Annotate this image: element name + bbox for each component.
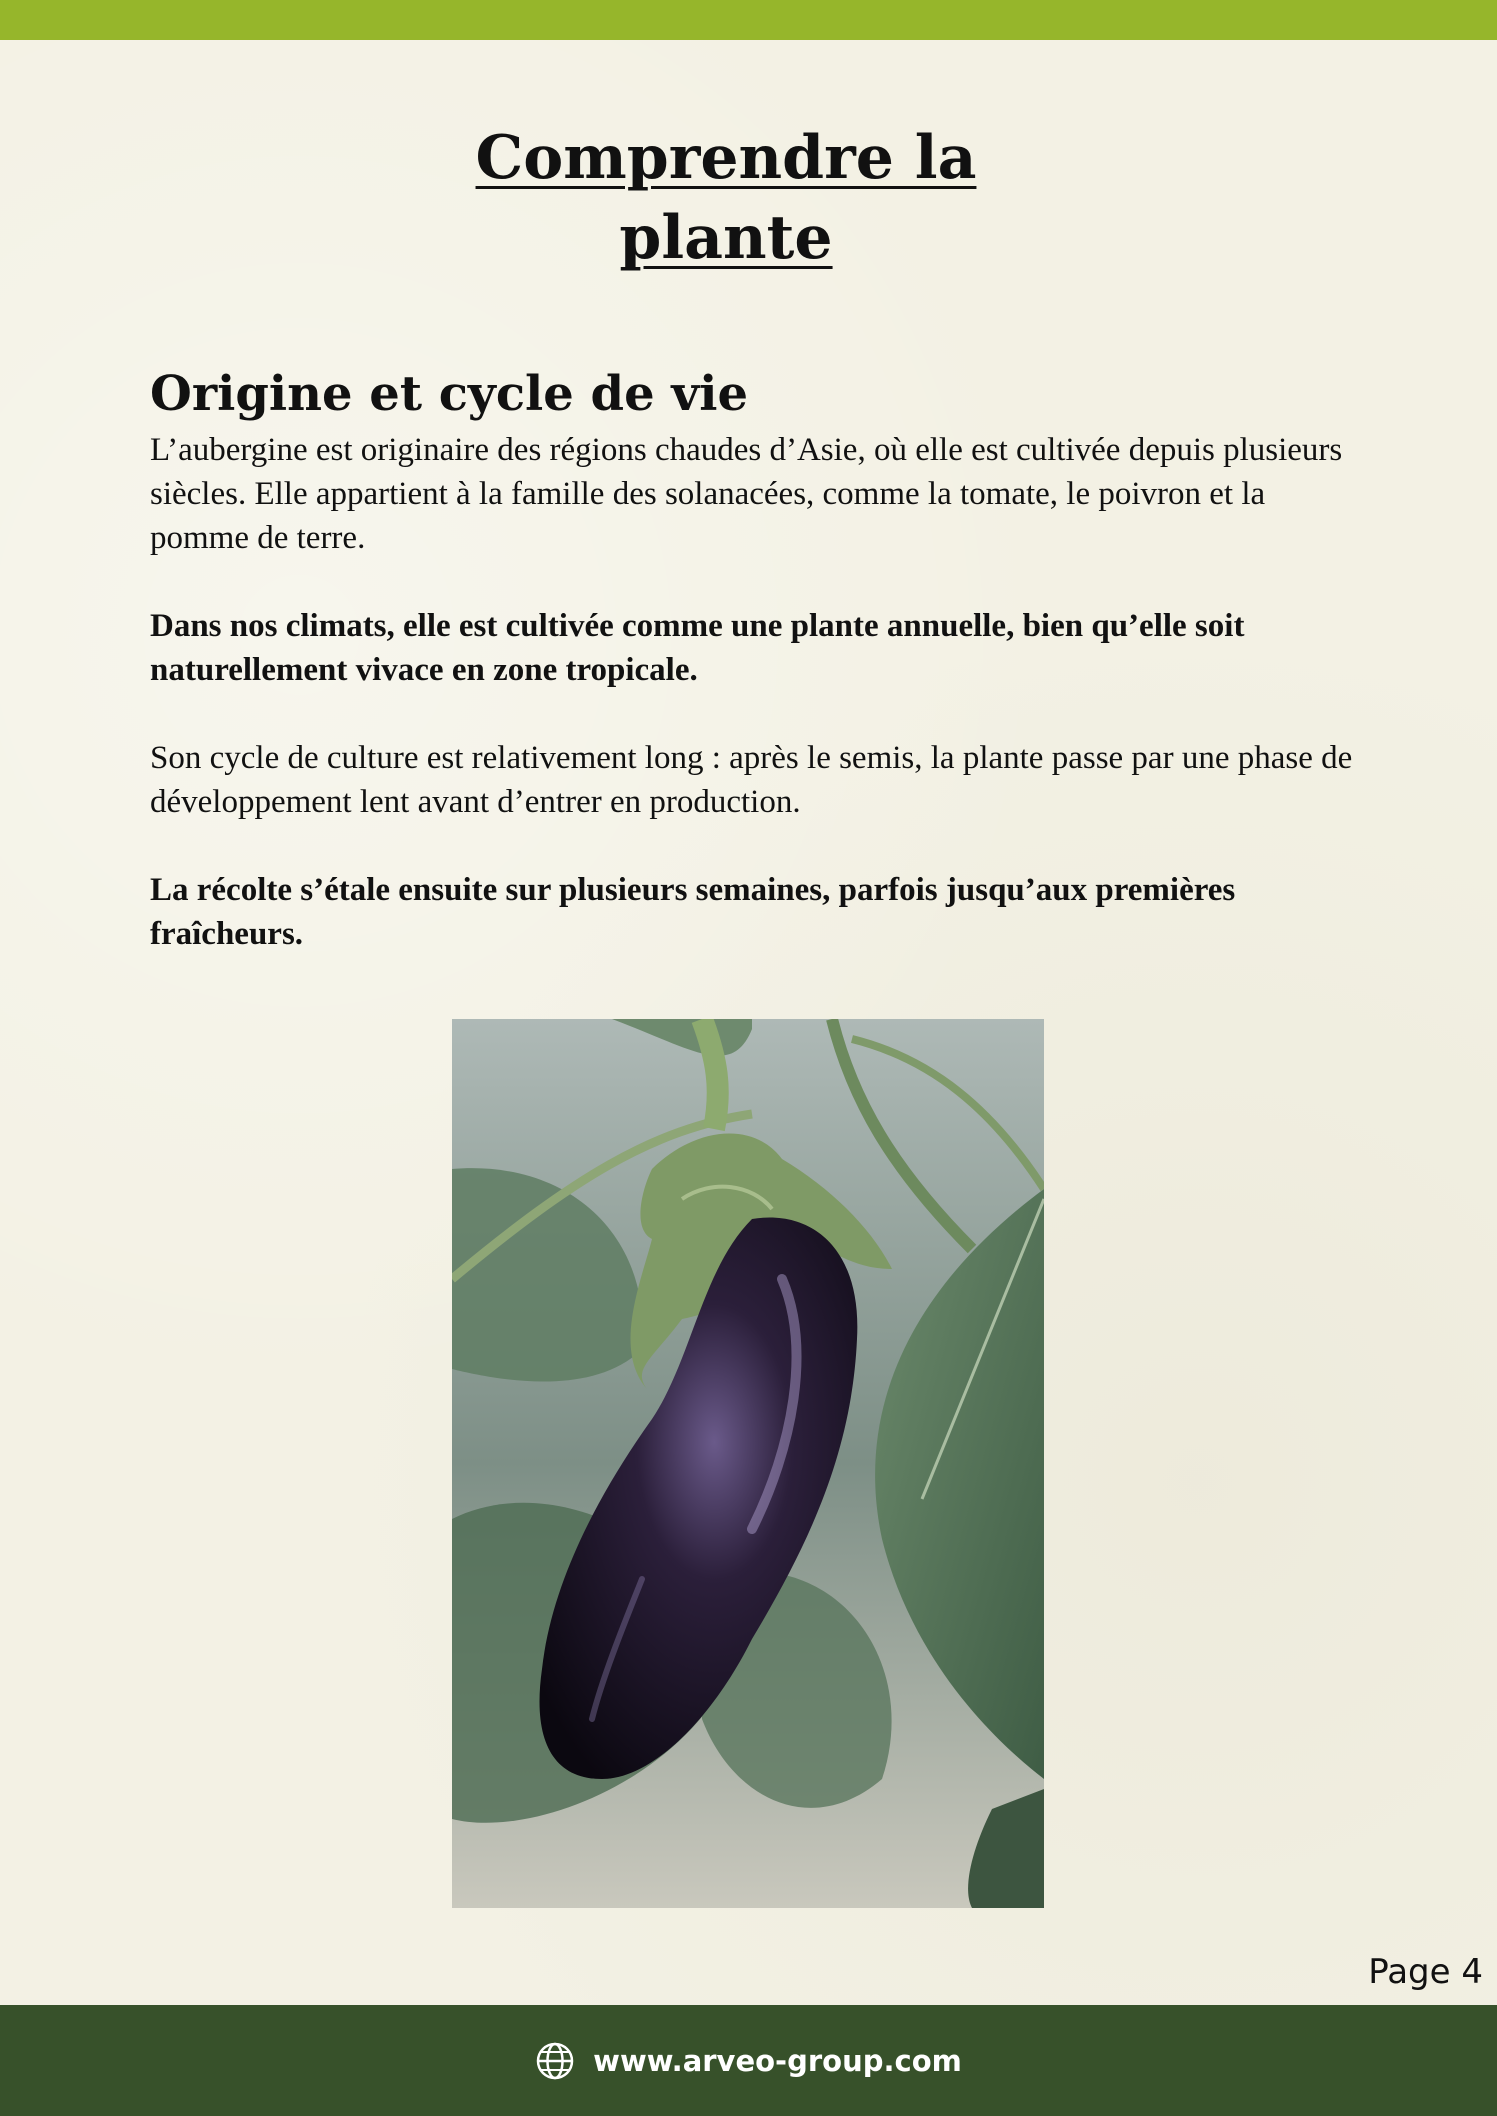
footer-bar [0,2005,1497,2116]
paragraph-climate: Dans nos climats, elle est cultivée comme une plante annuelle, bien qu’elle soit naturellement vivace en zone tropicale. [150,608,1245,688]
page-number: Page 4 [1368,1952,1483,1992]
paragraph-cycle: Son cycle de culture est relativement long : après le semis, la plante passe par une phase de développement lent avant d’entrer en production. [150,740,1353,820]
page-title [0,118,1452,278]
paragraph-origin: L’aubergine est originaire des régions chaudes d’Asie, où elle est cultivée depuis plusieurs siècles. Elle appartient à la famille des solanacées, comme la tomate, le poivron et la pomme de terre. [150,432,1343,556]
page-title-line-2: plante [619,203,833,273]
main-content [150,360,1360,1000]
paragraph-harvest: La récolte s’étale ensuite sur plusieurs semaines, parfois jusqu’aux premières fraîcheurs. [150,872,1236,952]
section-title: Origine et cycle de vie [150,366,749,422]
page-title-line-1: Comprendre la [475,123,977,193]
top-accent-bar [0,0,1497,40]
eggplant-photo [452,1019,1044,1908]
website-link[interactable]: www.arveo-group.com [593,2043,962,2078]
globe-icon [535,2041,575,2081]
